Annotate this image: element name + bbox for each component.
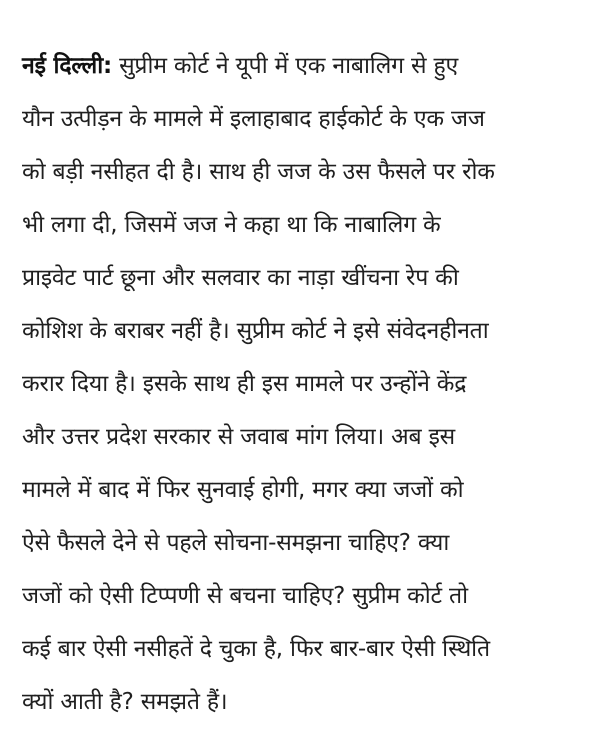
article-line-12: कई बार ऐसी नसीहतें दे चुका है, फिर बार-बार ऐसी स्थिति (22, 636, 490, 662)
article-line-text: सुप्रीम कोर्ट ने यूपी में एक नाबालिग से हुए (111, 53, 458, 79)
article-line-13: क्यों आती है? समझते हैं। (22, 689, 228, 715)
article-line-6: कोशिश के बराबर नहीं है। सुप्रीम कोर्ट ने इसे संवेदनहीनता (22, 318, 489, 344)
article-line-8: और उत्तर प्रदेश सरकार से जवाब मांग लिया। अब इस (22, 424, 456, 450)
article-line-9: मामले में बाद में फिर सुनवाई होगी, मगर क्या जजों को (22, 477, 464, 503)
article-line-1 (22, 40, 578, 93)
article-line-10: ऐसे फैसले देने से पहले सोचना-समझना चाहिए? क्या (22, 530, 450, 556)
article-line-7: करार दिया है। इसके साथ ही इस मामले पर उन्होंने केंद्र (22, 371, 467, 397)
article-line-5: प्राइवेट पार्ट छूना और सलवार का नाड़ा खींचना रेप की (22, 265, 459, 291)
dateline: नई दिल्ली: (22, 53, 112, 79)
article-line-2: यौन उत्पीड़न के मामले में इलाहाबाद हाईकोर्ट के एक जज (22, 106, 485, 132)
article-line-11: जजों को ऐसी टिप्पणी से बचना चाहिए? सुप्रीम कोर्ट तो (22, 583, 468, 609)
article-line-4: भी लगा दी, जिसमें जज ने कहा था कि नाबालिग के (22, 212, 441, 238)
article-line-3: को बड़ी नसीहत दी है। साथ ही जज के उस फैसले पर रोक (22, 159, 495, 185)
